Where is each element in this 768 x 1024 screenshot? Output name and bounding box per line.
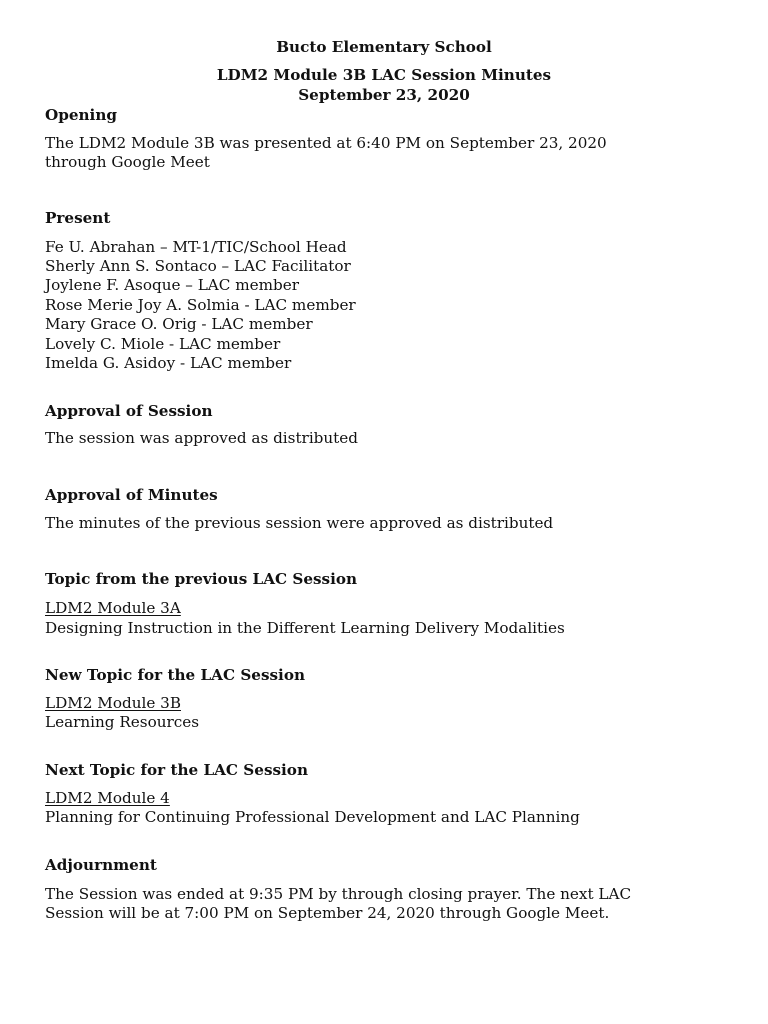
present-member: Sherly Ann S. Sontaco – LAC Facilitator — [45, 257, 351, 275]
present-member: Lovely C. Miole - LAC member — [45, 335, 281, 353]
present-member: Imelda G. Asidoy - LAC member — [45, 354, 292, 372]
opening-heading: Opening — [45, 106, 117, 124]
present-member: Joylene F. Asoque – LAC member — [45, 276, 299, 294]
new-topic-description: Learning Resources — [45, 713, 200, 731]
next-topic-description: Planning for Continuing Professional Development and LAC Planning — [45, 808, 580, 826]
adjournment-heading: Adjournment — [45, 856, 157, 874]
document-title: LDM2 Module 3B LAC Session Minutes — [216, 66, 552, 84]
next-topic-heading: Next Topic for the LAC Session — [45, 761, 308, 779]
opening-line-2: through Google Meet — [45, 153, 210, 171]
school-name: Bucto Elementary School — [276, 38, 492, 56]
new-topic-heading: New Topic for the LAC Session — [45, 666, 305, 684]
present-member: Mary Grace O. Orig - LAC member — [45, 315, 313, 333]
adjournment-line-1: The Session was ended at 9:35 PM by through closing prayer. The next LAC — [45, 885, 632, 903]
present-member: Rose Merie Joy A. Solmia - LAC member — [45, 296, 356, 314]
document-date: September 23, 2020 — [298, 86, 470, 104]
new-topic-module: LDM2 Module 3B — [45, 694, 181, 712]
present-heading: Present — [45, 209, 111, 227]
previous-topic-module: LDM2 Module 3A — [45, 599, 181, 617]
opening-line-1: The LDM2 Module 3B was presented at 6:40 PM on September 23, 2020 — [45, 134, 607, 152]
approval-session-heading: Approval of Session — [45, 402, 213, 420]
approval-session-text: The session was approved as distributed — [45, 429, 358, 447]
adjournment-line-2: Session will be at 7:00 PM on September 24, 2020 through Google Meet. — [45, 904, 610, 922]
previous-topic-heading: Topic from the previous LAC Session — [45, 570, 358, 588]
approval-minutes-text: The minutes of the previous session were approved as distributed — [45, 514, 554, 532]
present-member: Fe U. Abrahan – MT-1/TIC/School Head — [45, 238, 347, 256]
approval-minutes-heading: Approval of Minutes — [45, 486, 218, 504]
next-topic-module: LDM2 Module 4 — [45, 789, 170, 807]
previous-topic-description: Designing Instruction in the Different Learning Delivery Modalities — [45, 619, 565, 637]
